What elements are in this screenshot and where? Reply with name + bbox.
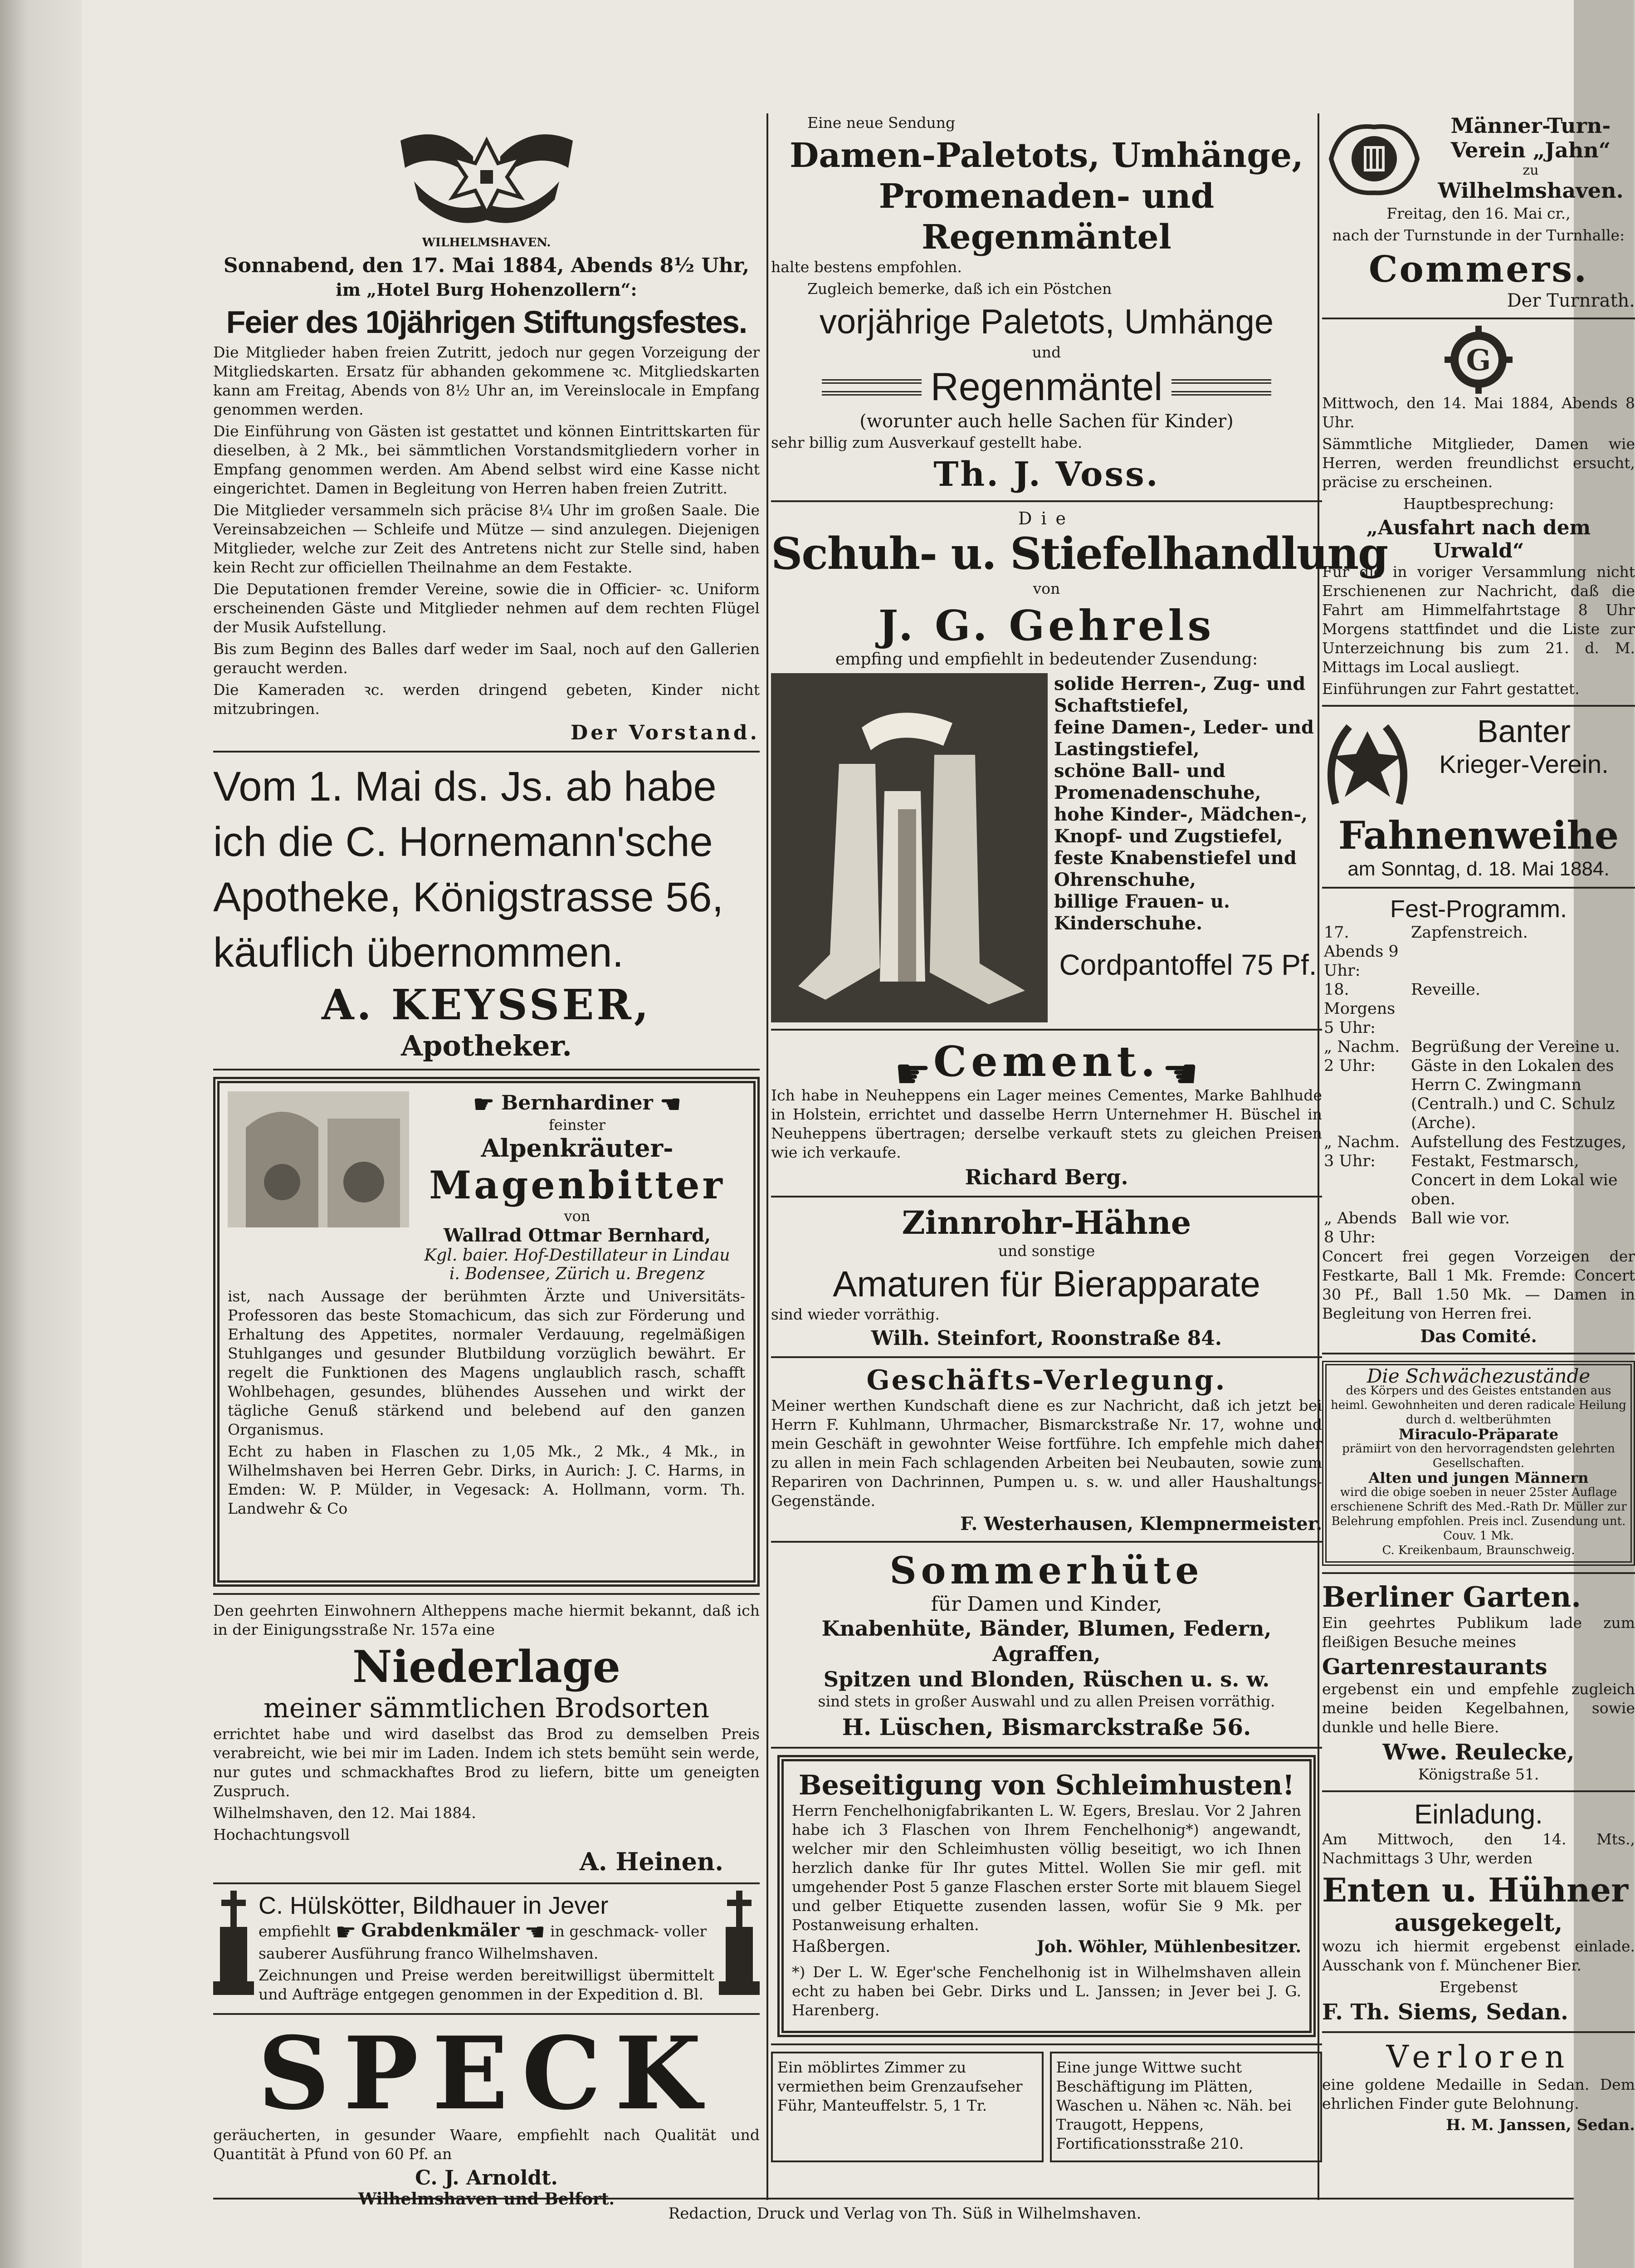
pointing-hand-icon: ☛ — [473, 1090, 494, 1118]
ad-egers — [777, 1755, 1316, 2037]
g-text: Für die in voriger Versammlung nicht Erschienenen zur Nachricht, daß die Fahrt am Himmelfahrtstage 8 Uhr Morgens stattfindet und die Liste zur Unterzeichnung bis zum 21. d. M. Mittags im Local ausliegt. — [1322, 563, 1635, 676]
schwaeche-product: Miraculo-Präparate — [1398, 1426, 1559, 1443]
gravestone-icon — [719, 1891, 760, 1995]
column-rule-1 — [766, 113, 768, 2200]
verloren-text: eine goldene Medaille in Sedan. Dem ehrlichen Finder gute Belohnung. — [1322, 2076, 1635, 2112]
siems-text: Am Mittwoch, den 14. Mts., Nachmittags 3 Uhr, werden — [1322, 1830, 1635, 1867]
bitter-sale: Echt zu haben in Flaschen zu 1,05 Mk., 2 Mk., 4 Mk., in Wilhelmshaven bei Herren Gebr. Dirks, in Aurich: J. C. Harms, in Emden: W. P. Mülder, in Vegesack: A. Hollmann, vorm. Th. Landwehr & Co — [228, 1442, 745, 1517]
banter-title: Krieger-Verein. — [1439, 750, 1609, 778]
divider — [1322, 318, 1635, 319]
bitter-sub: feinster — [548, 1116, 606, 1134]
huelskoetter-text: voller sauberer Ausführung franco Wilhelmshaven. — [259, 1922, 707, 1962]
jahn-text: Freitag, den 16. Mai cr., — [1386, 205, 1571, 222]
heinen-sign: A. Heinen. — [579, 1847, 723, 1876]
divider — [1322, 705, 1635, 707]
divider — [213, 1069, 760, 1070]
voss-text: (worunter auch helle Sachen für Kinder) — [859, 411, 1234, 432]
bitter-sub: Alpenkräuter- — [481, 1133, 674, 1163]
siems-text: ausgekegelt, — [1394, 1909, 1563, 1937]
cement-sign: Richard Berg. — [965, 1165, 1128, 1189]
verloren-headline: Verloren — [1386, 2039, 1571, 2075]
garten-text: Ein geehrtes Publikum lade zum fleißigen Besuche meines — [1322, 1614, 1635, 1651]
pointing-hand-icon: ☛ — [335, 1919, 356, 1946]
iron-cross-emblem — [391, 113, 582, 245]
programme-event: Ball wie vor. — [1411, 1209, 1510, 1227]
voss-text: sehr billig zum Ausverkauf gestellt habe. — [771, 434, 1083, 451]
ad-speck — [213, 2014, 760, 2209]
g-text: Sämmtliche Mitglieder, Damen wie Herren, werden freundlichst ersucht, präcise zu erscheinen. — [1322, 435, 1635, 491]
gehrels-item: schöne Ball- und Promenadenschuhe, — [1054, 760, 1261, 803]
ad-verloren — [1322, 2039, 1635, 2134]
ad-steinfort — [771, 1204, 1322, 1350]
speck-headline: SPECK — [258, 2014, 715, 2132]
divider — [1322, 1353, 1635, 1354]
programme-event: Aufstellung des Festzuges, Festakt, Festmarsch, Concert in dem Lokal wie oben. — [1411, 1133, 1627, 1208]
ad-siems — [1322, 1799, 1635, 2025]
programme-row — [1322, 1133, 1635, 1209]
ad-cement — [771, 1037, 1322, 1189]
divider — [1322, 1790, 1635, 1792]
garten-headline2: Gartenrestaurants — [1322, 1654, 1547, 1680]
heinen-greet: Hochachtungsvoll — [213, 1826, 350, 1843]
divider — [771, 1196, 1322, 1198]
zimmer-ad: Ein möblirtes Zimmer zu vermiethen beim Grenzaufseher Führ, Manteuffelstr. 5, 1 Tr. — [777, 2058, 1023, 2114]
schwaeche-text: des Körpers und des Geistes entstanden aus heiml. Gewohnheiten und deren radicale Heilung durch d. weltberühmten — [1331, 1384, 1626, 1427]
keysser-role: Apotheker. — [401, 1029, 572, 1062]
programme-event: Reveille. — [1411, 981, 1481, 999]
ad-banter-krieger — [1322, 713, 1635, 1346]
small-ads-row — [771, 2052, 1322, 2162]
garten-sign: Wwe. Reulecke, — [1382, 1740, 1575, 1765]
huelskoetter-product: Grabdenkmäler — [361, 1920, 520, 1941]
voss-text: und — [1032, 343, 1061, 361]
lueschen-headline: Sommerhüte — [889, 1549, 1204, 1593]
keysser-line: Vom 1. Mai ds. Js. ab habe — [213, 763, 717, 810]
heinen-headline: Niederlage — [352, 1641, 620, 1692]
huelskoetter-text: empfiehlt — [259, 1922, 331, 1940]
ad-heinen — [213, 1601, 760, 1876]
imprint-footer: Redaction, Druck und Verlag von Th. Süß in Wilhelmshaven. — [668, 2204, 1142, 2223]
steinfort-sign: Wilh. Steinfort, Roonstraße 84. — [871, 1327, 1222, 1350]
gear-logo-icon — [1445, 326, 1513, 394]
cement-headline: Cement. — [933, 1037, 1160, 1086]
gehrels-item: hohe Kinder-, Mädchen-, Knopf- und Zugstiefel, — [1054, 804, 1308, 847]
jahn-title: zu — [1523, 162, 1539, 178]
siems-sign: F. Th. Siems, Sedan. — [1322, 1999, 1568, 2025]
lueschen-text: Spitzen und Blonden, Rüschen u. s. w. — [823, 1667, 1270, 1691]
divider — [213, 751, 760, 753]
cement-body: Ich habe in Neuheppens ein Lager meines Cementes, Marke Bahlhude in Holstein, errichtet und dasselbe Herrn Unternehmer H. Büschel in Neuheppens übertragen; derselbe verkauft stets zu gleichen Preisen wie ich verkaufe. — [771, 1086, 1322, 1161]
lueschen-text: Knabenhüte, Bänder, Blumen, Federn, Agraffen, — [821, 1616, 1272, 1666]
divider — [771, 1541, 1322, 1543]
ad-g-verein — [1322, 326, 1635, 699]
programme-time: „ Abends 8 Uhr: — [1324, 1209, 1397, 1246]
bitter-sub: von — [564, 1207, 591, 1225]
bitter-title: Bernhardiner — [501, 1091, 653, 1114]
ad-paragraph: Die Deputationen fremder Vereine, sowie die in Officier- ꝛc. Uniform erscheinenden Gäste und Mitglieder nehmen auf dem rechten Flügel der Musik Aufstellung. — [213, 580, 760, 636]
ad-signature: Der Vorstand. — [571, 721, 760, 744]
jahn-text: nach der Turnstunde in der Turnhalle: — [1332, 226, 1625, 244]
westerhausen-headline: Geschäfts-Verlegung. — [866, 1364, 1227, 1396]
schwaeche-text: wird die obige soeben in neuer 25ster Auflage erschienene Schrift des Med.-Rath Dr. Müller zur Belehrung empfohlen. Preis incl. Zusendung unt. Couv. 1 Mk. — [1330, 1486, 1627, 1543]
gravestone-icon — [213, 1891, 254, 1995]
siems-headline: Enten u. Hühner — [1322, 1871, 1628, 1909]
programme-row — [1322, 1209, 1635, 1247]
gehrels-text: Die — [1018, 508, 1075, 528]
verloren-sign: H. M. Janssen, Sedan. — [1446, 2116, 1635, 2134]
banter-sign: Das Comité. — [1420, 1326, 1537, 1346]
ad-paragraph: Bis zum Beginn des Balles darf weder im Saal, noch auf den Gallerien geraucht werden. — [213, 640, 760, 677]
ad-paragraph: Die Einführung von Gästen ist gestattet und können Eintrittskarten für dieselben, à 2 Mk., bei sämmtlichen Vorstandsmitgliedern vorher in Empfang genommen werden. Am Abend selbst wird eine Kasse nicht eingerichtet. Damen in Begleitung von Herren haben freien Zutritt. — [213, 422, 760, 497]
divider — [771, 1356, 1322, 1358]
gehrels-item: billige Frauen- u. Kinderschuhe. — [1054, 891, 1230, 934]
gehrels-headline: Schuh- u. Stiefelhandlung — [771, 528, 1388, 579]
garten-headline: Berliner Garten. — [1322, 1580, 1581, 1613]
book-binding — [0, 0, 82, 2268]
programme-row — [1322, 980, 1635, 1037]
pointing-hand-icon: ☛ — [894, 1050, 931, 1098]
schwaeche-title: Die Schwächezustände — [1367, 1365, 1591, 1387]
keysser-line: Apotheke, Königstrasse 56, — [213, 874, 724, 920]
bitter-name: Magenbitter — [429, 1162, 725, 1207]
gehrels-item: feste Knabenstiefel und Ohrenschuhe, — [1054, 847, 1297, 890]
garten-text: ergebenst ein und empfehle zugleich meine beiden Kegelbahnen, sowie dunkle und helle Biere. — [1322, 1680, 1635, 1736]
event-headline: Feier des 10jährigen Stiftungsfestes. — [226, 304, 747, 340]
programme-event: Zapfenstreich. — [1411, 924, 1528, 942]
egers-sign: Joh. Wöhler, Mühlenbesitzer. — [1036, 1937, 1301, 1956]
steinfort-headline2: Amaturen für Bierapparate — [833, 1264, 1260, 1304]
column-3 — [1322, 113, 1635, 2268]
ad-paragraph: Die Mitglieder haben freien Zutritt, jedoch nur gegen Vorzeigung der Mitgliedskarten. Ersatz für abhanden gekommene ꝛc. Mitgliedskarten kann am Freitag, Abends von 8½ Uhr an, im Vereinslocale in Empfang genommen werden. — [213, 343, 760, 418]
huelskoetter-title: C. Hülskötter, Bildhauer in Jever — [259, 1892, 609, 1919]
voss-headline3: Regenmäntel — [930, 365, 1163, 409]
siems-title: Einladung. — [1414, 1799, 1543, 1829]
speck-body: geräucherten, in gesunder Waare, empfiehlt nach Qualität und Quantität à Pfund von 60 Pf. an — [213, 2126, 760, 2163]
g-text: Hauptbesprechung: — [1403, 495, 1554, 513]
event-venue: im „Hotel Burg Hohenzollern“: — [336, 279, 637, 300]
banter-title: Banter — [1477, 714, 1571, 749]
banter-body: Concert frei gegen Vorzeigen der Festkarte, Ball 1 Mk. Fremde: Concert 30 Pf., Ball 1.50 Mk. — Damen in Begleitung von Herren frei. — [1322, 1247, 1635, 1322]
speck-name: C. J. Arnoldt. — [415, 2166, 558, 2190]
jahn-title: Wilhelmshaven. — [1438, 178, 1624, 203]
g-text: Einführungen zur Fahrt gestattet. — [1322, 680, 1580, 698]
gehrels-extra: Cordpantoffel 75 Pf. — [1059, 948, 1317, 981]
ad-paragraph: Die Kameraden ꝛc. werden dringend gebeten, Kinder nicht mitzubringen. — [213, 681, 760, 718]
g-text: Mittwoch, den 14. Mai 1884, Abends 8 Uhr. — [1322, 394, 1635, 431]
voss-name: Th. J. Voss. — [933, 455, 1160, 494]
gehrels-name: J. G. Gehrels — [878, 601, 1215, 650]
divider — [771, 1747, 1322, 1749]
pointing-hand-icon: ☚ — [1162, 1050, 1199, 1098]
decor-lines — [1171, 379, 1271, 396]
siems-text: wozu ich hiermit ergebenst einlade. Ausschank von f. Münchener Bier. — [1322, 1937, 1635, 1974]
gehrels-item: feine Damen-, Leder- und Lastingstiefel, — [1054, 717, 1314, 760]
g-topic: „Ausfahrt nach dem Urwald“ — [1366, 516, 1591, 562]
ad-keysser — [213, 759, 760, 1062]
heinen-intro: Den geehrten Einwohnern Altheppens mache hiermit bekannt, daß ich in der Einigungsstraße Nr. 157a eine — [213, 1602, 760, 1638]
schwaeche-text: Alten und jungen Männern — [1368, 1469, 1589, 1486]
heinen-body: errichtet habe und wird daselbst das Brod zu demselben Preis verabreicht, wie bei mir im Laden. Indem ich stets bemüht sein werde, nur gutes und schmackhaftes Brod zu liefern, bitte um geneigten Zuspruch. — [213, 1725, 760, 1800]
jahn-sign: Der Turnrath. — [1507, 290, 1635, 311]
schwaeche-text: prämiirt von den hervorragendsten gelehrten Gesellschaften. — [1342, 1442, 1615, 1470]
bitter-body: ist, nach Aussage der berühmten Ärzte und Universitäts-Professoren das beste Stomachicum, das sich zur Förderung und Erhaltung des Appetites, normaler Verdauung, regelmäßigen Stuhlganges und gesunder Blutbildung vorzüglich bewährt. Er regelt die Funktionen des Magens unglaublich rasch, schafft Wohlbehagen, gesundes, blühendes Aussehen und wirkt der tägliche Genuß stärkend und belebend auf den ganzen Organismus. — [228, 1287, 745, 1438]
ad-paragraph: Die Mitglieder versammeln sich präcise 8¼ Uhr im großen Saale. Die Vereinsabzeichen — Schleife und Mütze — sind anzulegen. Diejenigen Mitglieder, welche zur Zeit des Antretens nicht zur Stelle sind, haben kein Recht zur officiellen Theilnahme an dem Festakte. — [213, 501, 760, 576]
banter-programme-title: Fest-Programm. — [1390, 895, 1567, 923]
divider — [771, 2043, 1322, 2045]
banter-headline: Fahnenweihe — [1338, 813, 1619, 858]
programme-event: Begrüßung der Vereine u. Gäste in den Lokalen des Herrn C. Zwingmann (Centralh.) und C. Schulz (Arche). — [1411, 1038, 1620, 1132]
programme-time: 18. Morgens 5 Uhr: — [1324, 981, 1396, 1037]
jahn-headline: Commers. — [1368, 248, 1589, 290]
pointing-hand-icon: ☚ — [660, 1090, 681, 1118]
divider — [771, 500, 1322, 502]
speck-place: Wilhelmshaven und Belfort. — [358, 2190, 615, 2209]
egers-place: Haßbergen. — [792, 1937, 891, 1956]
ad-turnverein-jahn — [1322, 113, 1635, 311]
lueschen-text: für Damen und Kinder, — [931, 1593, 1162, 1616]
programme-time: 17. Abends 9 Uhr: — [1324, 924, 1399, 980]
bitter-maker: Kgl. baier. Hof-Destillateur in Lindau — [424, 1246, 730, 1265]
divider — [1322, 1572, 1635, 1574]
event-date: Sonnabend, den 17. Mai 1884, Abends 8½ Uhr, — [223, 254, 750, 277]
ad-schwaeche — [1322, 1361, 1635, 1566]
divider — [213, 1593, 760, 1595]
jahn-title: Männer-Turn- — [1450, 113, 1611, 138]
voss-headline2: vorjährige Paletots, Umhänge — [819, 303, 1274, 341]
g-logo-letter: G — [1466, 343, 1491, 377]
divider — [1322, 887, 1635, 889]
huelskoetter-text: in geschmack- — [550, 1922, 659, 1940]
egers-headline: Beseitigung von Schleimhusten! — [798, 1769, 1295, 1801]
ad-berliner-garten — [1322, 1580, 1635, 1784]
heinen-sub: meiner sämmtlichen Brodsorten — [264, 1692, 709, 1724]
ad-krieger-verein — [213, 113, 760, 744]
divider — [1322, 2031, 1635, 2033]
voss-text: halte bestens empfohlen. — [771, 258, 962, 276]
gehrels-text: von — [1033, 580, 1060, 597]
divider — [213, 1882, 760, 1884]
gehrels-text: empfing und empfiehlt in bedeutender Zusendung: — [835, 650, 1258, 669]
programme-time: „ Nachm. 2 Uhr: — [1324, 1038, 1400, 1075]
egers-note: *) Der L. W. Eger'sche Fenchelhonig ist in Wilhelmshaven allein echt zu haben bei Gebr. Dirks und L. Janssen; in Jever bei J. G. Harenberg. — [792, 1963, 1301, 2019]
programme-row — [1322, 1037, 1635, 1133]
banter-date: am Sonntag, d. 18. Mai 1884. — [1347, 858, 1610, 880]
emblem-city: WILHELMSHAVEN. — [422, 236, 551, 249]
bitter-maker: Wallrad Ottmar Bernhard, — [443, 1224, 711, 1246]
programme-time: „ Nachm. 3 Uhr: — [1324, 1133, 1400, 1170]
siems-text: Ergebenst — [1439, 1978, 1518, 1996]
voss-text: Eine neue Sendung — [807, 114, 956, 132]
turnverein-emblem — [1322, 113, 1426, 204]
divider — [771, 1029, 1322, 1031]
garten-addr: Königstraße 51. — [1418, 1765, 1539, 1783]
keysser-line: käuflich übernommen. — [213, 929, 624, 976]
lueschen-text: sind stets in großer Auswahl und zu allen Preisen vorräthig. — [818, 1692, 1275, 1710]
programme-row — [1322, 923, 1635, 980]
schwaeche-sign: C. Kreikenbaum, Braunschweig. — [1382, 1544, 1575, 1557]
column-1 — [213, 113, 760, 2268]
steinfort-text: sind wieder vorräthig. — [771, 1305, 940, 1323]
keysser-name: A. KEYSSER, — [322, 980, 651, 1029]
ad-voss — [771, 113, 1322, 494]
ad-westerhausen — [771, 1364, 1322, 1535]
ad-lueschen — [771, 1549, 1322, 1740]
steinfort-text: und sonstige — [998, 1242, 1095, 1260]
westerhausen-body: Meiner werthen Kundschaft diene es zur Nachricht, daß ich jetzt bei Herrn F. Kuhlmann, Uhrmacher, Bismarckstraße Nr. 17, wohne und mein Geschäft in gewohnter Weise fortführe. Ich empfehle mich daher zu allen in mein Fach schlagenden Arbeiten bei Neubauten, sowie zum Repariren von Dachrinnen, Pumpen u. s. w. und aller Haushaltungs-Gegenstände. — [771, 1397, 1322, 1510]
ad-huelskoetter — [213, 1891, 760, 2007]
jahn-title: Verein „Jahn“ — [1450, 138, 1611, 162]
voss-text: Zugleich bemerke, daß ich ein Pöstchen — [807, 280, 1112, 298]
westerhausen-sign: F. Westerhausen, Klempnermeister. — [960, 1513, 1322, 1535]
pointing-hand-icon: ☚ — [524, 1919, 546, 1946]
wreath-emblem — [1322, 713, 1413, 813]
programme-table — [1322, 923, 1635, 1247]
boots-illustration — [771, 673, 1048, 1022]
bitter-maker: i. Bodensee, Zürich u. Bregenz — [449, 1264, 705, 1283]
egers-body: Herrn Fenchelhonigfabrikanten L. W. Egers, Breslau. Vor 2 Jahren habe ich 3 Flaschen von Ihrem Fenchelhonig*) angewandt, welcher mir den Schleimhusten völlig beseitigt, wo ich Ihnen herzlich danke für Ihr gutes Mittel. Wollen Sie mir gefl. mit umgehender Post 5 ganze Flaschen erster Sorte mit blauem Siegel und gelber Etiquette zusenden lassen, wofür Sie 9 Mk. per Postanweisung erhalten. — [792, 1802, 1301, 1934]
decor-lines — [822, 379, 922, 396]
lueschen-sign: H. Lüschen, Bismarckstraße 56. — [842, 1714, 1251, 1740]
gehrels-item: solide Herren-, Zug- und Schaftstiefel, — [1054, 673, 1306, 716]
voss-headline: Damen-Paletots, Umhänge, Promenaden- und Regenmäntel — [790, 136, 1303, 257]
monastery-illustration — [228, 1091, 409, 1227]
heinen-date: Wilhelmshaven, den 12. Mai 1884. — [213, 1804, 476, 1822]
steinfort-headline: Zinnrohr-Hähne — [902, 1204, 1191, 1242]
wittwe-ad: Eine junge Wittwe sucht Beschäftigung im Plätten, Waschen u. Nähen ꝛc. Näh. bei Traugott, Heppens, Fortificationsstraße 210. — [1056, 2058, 1292, 2152]
keysser-line: ich die C. Hornemann'sche — [213, 819, 713, 865]
huelskoetter-text: Zeichnungen und Preise werden bereitwilligst übermittelt und Aufträge entgegen genommen in der Expedition d. Bl. — [259, 1966, 714, 2003]
ad-magenbitter — [213, 1077, 760, 1587]
